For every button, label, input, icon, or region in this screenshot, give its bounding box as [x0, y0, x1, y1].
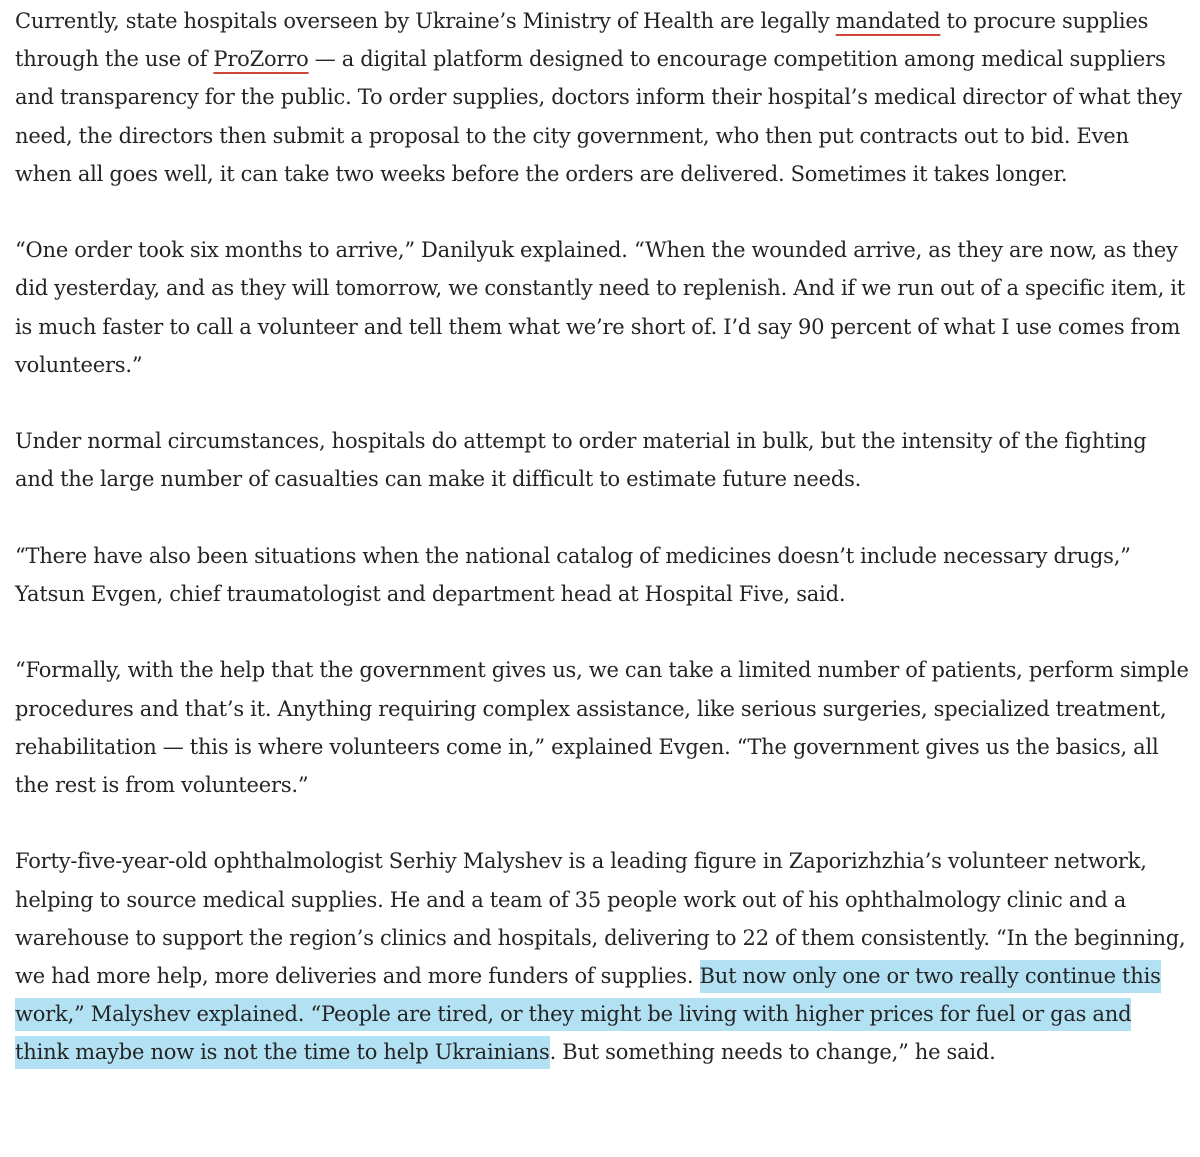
prozorro-link[interactable]: ProZorro: [213, 47, 309, 72]
paragraph-evgen-catalog: “There have also been situations when the national catalog of medicines doesn’t include necessary drugs,” Yatsun Evgen, chief traumatologist and department head at Hospital Five, said.: [15, 543, 1131, 606]
paragraph-text: — a digital platform designed to encourage competition among medical suppliers and transparency for the public. To order supplies, doctors inform their hospital’s medical director of what they need, the directors then submit a proposal to the city government, who then put contracts out to bid. Even when all goes well, it can take two weeks before the orders are delivered. Sometimes it takes longer.: [15, 47, 1182, 186]
mandated-link[interactable]: mandated: [835, 9, 941, 33]
paragraph-text: Forty-five-year-old ophthalmologist Serhiy Malyshev is a leading figure in Zaporizhzhia’s volunteer network, helping to source medical supplies. He and a team of 35 people work out of his ophthalmology clinic and a warehouse to support the region’s clinics and hospitals, delivering to 22 of them consistently. “In the beginning, we had more help, more deliveries and more funders of supplies.: [15, 849, 1186, 988]
paragraph-text: to procure supplies through the use of: [15, 9, 1149, 72]
paragraph-text: . But something needs to change,” he said.: [549, 1040, 996, 1065]
paragraph-evgen-quote: “Formally, with the help that the government gives us, we can take a limited number of patients, perform simple procedures and that’s it. Anything requiring complex assistance, like serious surgeries, specialized treatment, rehabilitation — this is where volunteers come in,” explained Evgen. “The government gives us the basics, all the rest is from volunteers.”: [15, 658, 1189, 797]
paragraph-danilyuk-quote: “One order took six months to arrive,” Danilyuk explained. “When the wounded arrive, as they are now, as they did yesterday, and as they will tomorrow, we constantly need to replenish. And if we run out of a specific item, it is much faster to call a volunteer and tell them what we’re short of. I’d say 90 percent of what I use comes from volunteers.”: [15, 238, 1185, 377]
paragraph-prozorro: [15, 2, 1190, 193]
paragraph-malyshev: [15, 842, 1190, 1071]
paragraph-text: Currently, state hospitals overseen by Ukraine’s Ministry of Health are legally: [15, 9, 836, 33]
article-body: [15, 2, 1190, 1072]
highlighted-text-selection[interactable]: But now only one or two really continue this work,” Malyshev explained. “People are tired, or they might be living with higher prices for fuel or gas and think maybe now is not the time to help Ukrainians: [15, 960, 1161, 1069]
paragraph-bulk-orders: Under normal circumstances, hospitals do attempt to order material in bulk, but the intensity of the fighting and the large number of casualties can make it difficult to estimate future needs.: [15, 429, 1147, 492]
